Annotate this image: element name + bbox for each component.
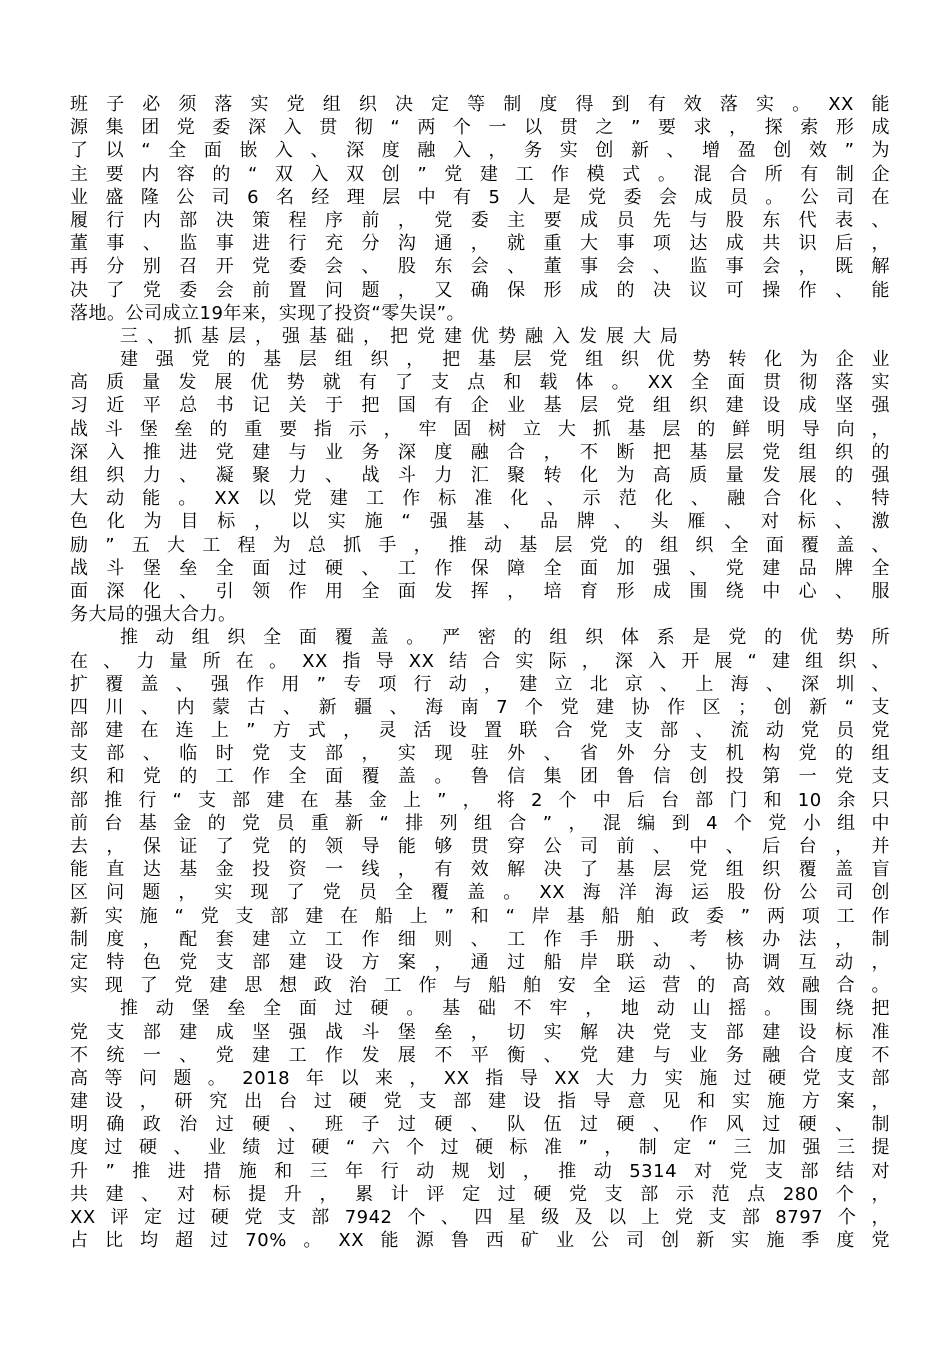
text-line: 大动能。XX以党建工作标准化、示范化、融合化、特	[70, 488, 890, 510]
text-line: 织和党的工作全面覆盖。鲁信集团鲁信创投第一党支	[70, 766, 890, 788]
text-line: 战斗堡垒全面过硬、工作保障全面加强、党建品牌全	[70, 557, 890, 579]
text-line: 决了党委会前置问题，又确保形成的决议可操作、能	[70, 279, 890, 301]
text-line: 在、力量所在。XX指导XX结合实际，深入开展“建组织、	[70, 650, 890, 672]
text-line: 去，保证了党的领导能够贯穿公司前、中、后台，并	[70, 836, 890, 857]
text-line: 组织力、凝聚力、战斗力汇聚转化为高质量发展的强	[70, 465, 890, 486]
text-line: 主要内容的“双入双创”党建工作模式。混合所有制企	[70, 163, 890, 185]
text-line: 了以“全面嵌入、深度融入，务实创新、增盈创效”为	[70, 140, 890, 162]
text-line: 共建、对标提升，累计评定过硬党支部示范点280个，	[70, 1183, 890, 1205]
text-line: 区问题，实现了党员全覆盖。XX海洋海运股份公司创	[70, 882, 890, 904]
text-line: 业盛隆公司6名经理层中有5人是党委会成员。公司在	[70, 186, 890, 208]
text-line: 四川、内蒙古、新疆、海南7个党建协作区；创新“支	[70, 696, 890, 718]
text-line: 扩覆盖、强作用”专项行动，建立北京、上海、深圳、	[70, 673, 890, 695]
text-line: 占比均超过70%。XX能源鲁西矿业公司创新实施季度党	[70, 1230, 890, 1252]
text-line: 前台基金的党员重新“排列组合”，混编到4个党小组中	[70, 812, 890, 834]
text-line: 班子必须落实党组织决定等制度得到有效落实。XX能	[70, 94, 890, 115]
text-line: 能直达基金投资一线，有效解决了基层党组织覆盖盲	[70, 859, 890, 881]
text-line: 落地。公司成立19年来，实现了投资“零失误”。	[70, 302, 466, 324]
text-line: XX评定过硬党支部7942个、四星级及以上党支部8797个，	[70, 1207, 890, 1228]
text-line: 部建在连上”方式，灵活设置联合党支部、流动党员党	[70, 720, 890, 742]
text-line: 高质量发展优势就有了支点和载体。XX全面贯彻落实	[70, 372, 890, 394]
text-line: 部推行“支部建在基金上”，将2个中后台部门和10余只	[70, 789, 890, 811]
text-line: 不统一、党建工作发展不平衡、党建与业务融合度不	[70, 1044, 890, 1066]
text-line: 习近平总书记关于把国有企业基层党组织建设成坚强	[70, 395, 890, 417]
text-line: 再分别召开党委会、股东会、董事会、监事会，既解	[70, 256, 890, 278]
text-line: 源集团党委深入贯彻“两个一以贯之”要求，探索形成	[70, 117, 890, 139]
section-heading: 三、抓基层，强基础，把党建优势融入发展大局	[120, 325, 687, 347]
text-line: 推动堡垒全面过硬。基础不牢，地动山摇。围绕把	[120, 998, 890, 1020]
text-line: 董事、监事进行充分沟通，就重大事项达成共识后，	[70, 233, 890, 255]
text-line: 履行内部决策程序前，党委主要成员先与股东代表、	[70, 209, 890, 231]
text-line: 明确政治过硬、班子过硬、队伍过硬、作风过硬、制	[70, 1114, 890, 1136]
text-line: 党支部建成坚强战斗堡垒，切实解决党支部建设标准	[70, 1021, 890, 1043]
text-line: 度过硬、业绩过硬“六个过硬标准”，制定“三加强三提	[70, 1137, 890, 1159]
text-line: 升”推进措施和三年行动规划，推动5314对党支部结对	[70, 1160, 890, 1182]
text-line: 建设，研究出台过硬党支部建设指导意见和实施方案，	[70, 1091, 890, 1113]
text-line: 励”五大工程为总抓手，推动基层党的组织全面覆盖、	[70, 534, 890, 556]
text-line: 支部、临时党支部，实现驻外、省外分支机构党的组	[70, 743, 890, 765]
document-page	[70, 93, 890, 1252]
text-line: 战斗堡垒的重要指示，牢固树立大抓基层的鲜明导向，	[70, 418, 890, 440]
text-line: 深入推进党建与业务深度融合，不断把基层党组织的	[70, 441, 890, 463]
text-line: 建强党的基层组织，把基层党组织优势转化为企业	[120, 349, 890, 371]
text-line: 务大局的强大合力。	[70, 604, 237, 626]
text-line: 推动组织全面覆盖。严密的组织体系是党的优势所	[120, 627, 890, 649]
text-line: 面深化、引领作用全面发挥，培育形成围绕中心、服	[70, 580, 890, 602]
text-line: 制度，配套建立工作细则、工作手册、考核办法，制	[70, 928, 890, 950]
text-line: 色化为目标，以实施“强基、品牌、头雁、对标、激	[70, 511, 890, 533]
text-line: 定特色党支部建设方案，通过船岸联动、协调互动，	[70, 951, 890, 973]
text-line: 实现了党建思想政治工作与船舶安全运营的高效融合。	[70, 975, 890, 997]
text-line: 高等问题。2018年以来，XX指导XX大力实施过硬党支部	[70, 1067, 890, 1089]
text-line: 新实施“党支部建在船上”和“岸基船舶政委”两项工作	[70, 905, 890, 927]
